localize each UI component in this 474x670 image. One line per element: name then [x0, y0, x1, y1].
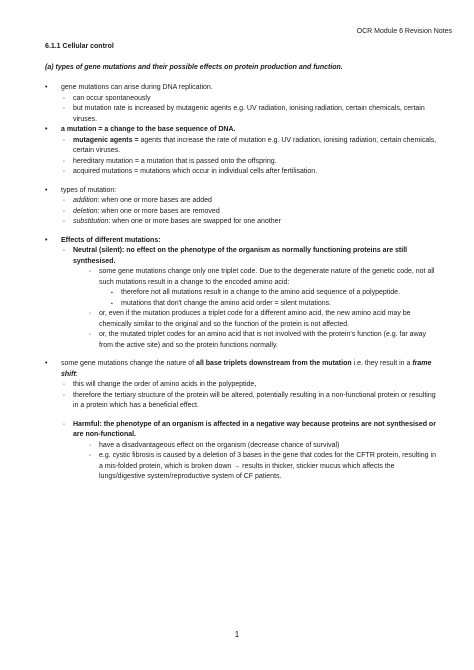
bullet-deletion [63, 207, 440, 218]
term-addition: addition [73, 197, 98, 204]
bullet-neutral: ◦ Neutral (silent): no effect on the phenotype of the organism as normally functioning proteins are still synthesised. [63, 246, 440, 267]
text-substitution: : when one or more bases are swapped for one another [108, 218, 281, 225]
text-frame-shift-mid: i.e. they result in a [351, 360, 413, 367]
bullet-substitution [63, 217, 440, 228]
bullet-mutagenic-agents [63, 136, 440, 157]
page-content [45, 42, 440, 483]
term-mutagenic-agents: mutagenic agents = [73, 136, 141, 144]
bullet-disadvantageous: ◦ have a disadvantageous effect on the organism (decrease chance of survival) [89, 441, 440, 452]
bullet-degenerate-code: ◦ some gene mutations change only one triplet code. Due to the degenerate nature of the genetic code, not all such mutations result in a change to the encoded amino acid: [89, 267, 440, 288]
section-title: 6.1.1 Cellular control [45, 43, 114, 50]
text-deletion: : when one or more bases are removed [97, 207, 220, 215]
section-subtitle: (a) types of gene mutations and their possible effects on protein production and function. [45, 63, 343, 71]
bullet-tertiary-structure: ◦ therefore the tertiary structure of the protein will be altered, potentially resulting in a non-functional protein or resulting in a protein which has a beneficial effect. [63, 391, 440, 412]
text-mutagenic-agents: agents that increase the rate of mutation e.g. UV radiation, ionising radiation, certain chemicals, certain viruses. [73, 136, 437, 154]
text-addition: : when one or more bases are added [97, 197, 212, 204]
bullet-acquired: ◦ acquired mutations = mutations which occur in individual cells after fertilisation. [63, 167, 440, 178]
term-frame-shift: frame shift [61, 360, 432, 378]
bullet-spontaneous: ◦ can occur spontaneously [63, 94, 440, 105]
text-downstream: all base triplets downstream from the mutation [196, 360, 352, 367]
bullet-amino-order: ◦ this will change the order of amino acids in the polypeptide, [63, 380, 440, 391]
bullet-addition [63, 196, 440, 207]
term-deletion: deletion [73, 207, 98, 215]
bullet-not-active-site: ◦ or, the mutated triplet codes for an amino acid that is not involved with the protein's function (e.g. far away from the active site) and so the protein functions normally. [89, 330, 440, 351]
bullet-frame-shift [45, 359, 440, 380]
bullet-mutation-definition: • a mutation = a change to the base sequence of DNA. [45, 125, 440, 136]
page-number: 1 [234, 630, 240, 639]
bullet-effects: • Effects of different mutations: [45, 236, 440, 247]
header-text: OCR Module 6 Revision Notes [356, 28, 452, 35]
bullet-not-all-mutations: ▪ therefore not all mutations result in a change to the amino acid sequence of a polypeptide. [111, 288, 440, 299]
term-substitution: substitution [73, 218, 109, 225]
text-frame-shift-end: : [75, 370, 78, 378]
bullet-similar-amino-acid: ◦ or, even if the mutation produces a triplet code for a different amino acid, the new amino acid may be chemically similar to the original and so the function of the protein is not affected. [89, 309, 440, 330]
bullet-types-of-mutation: • types of mutation: [45, 186, 440, 197]
bullet-dna-replication: • gene mutations can arise during DNA replication. [45, 83, 440, 94]
text-frame-shift-start: some gene mutations change the nature of [61, 360, 197, 367]
bullet-mutation-rate: ◦ but mutation rate is increased by mutagenic agents e.g. UV radiation, ionising radiation, certain chemicals, certain viruses. [63, 104, 440, 125]
bullet-cystic-fibrosis: ◦ e.g. cystic fibrosis is caused by a deletion of 3 bases in the gene that codes for the CFTR protein, resulting in a mis-folded protein, which is broken down → results in thicker, stickier mucus which affects the lungs/digestive system/reproductive system of CF patients. [89, 451, 440, 483]
bullet-hereditary: ◦ hereditary mutation = a mutation that is passed onto the offspring. [63, 157, 440, 168]
bullet-silent-mutations: ▪ mutations that don't change the amino acid order = silent mutations. [111, 299, 440, 310]
bullet-harmful: ◦ Harmful: the phenotype of an organism is affected in a negative way because proteins are not synthesised or are non-functional. [63, 420, 440, 441]
